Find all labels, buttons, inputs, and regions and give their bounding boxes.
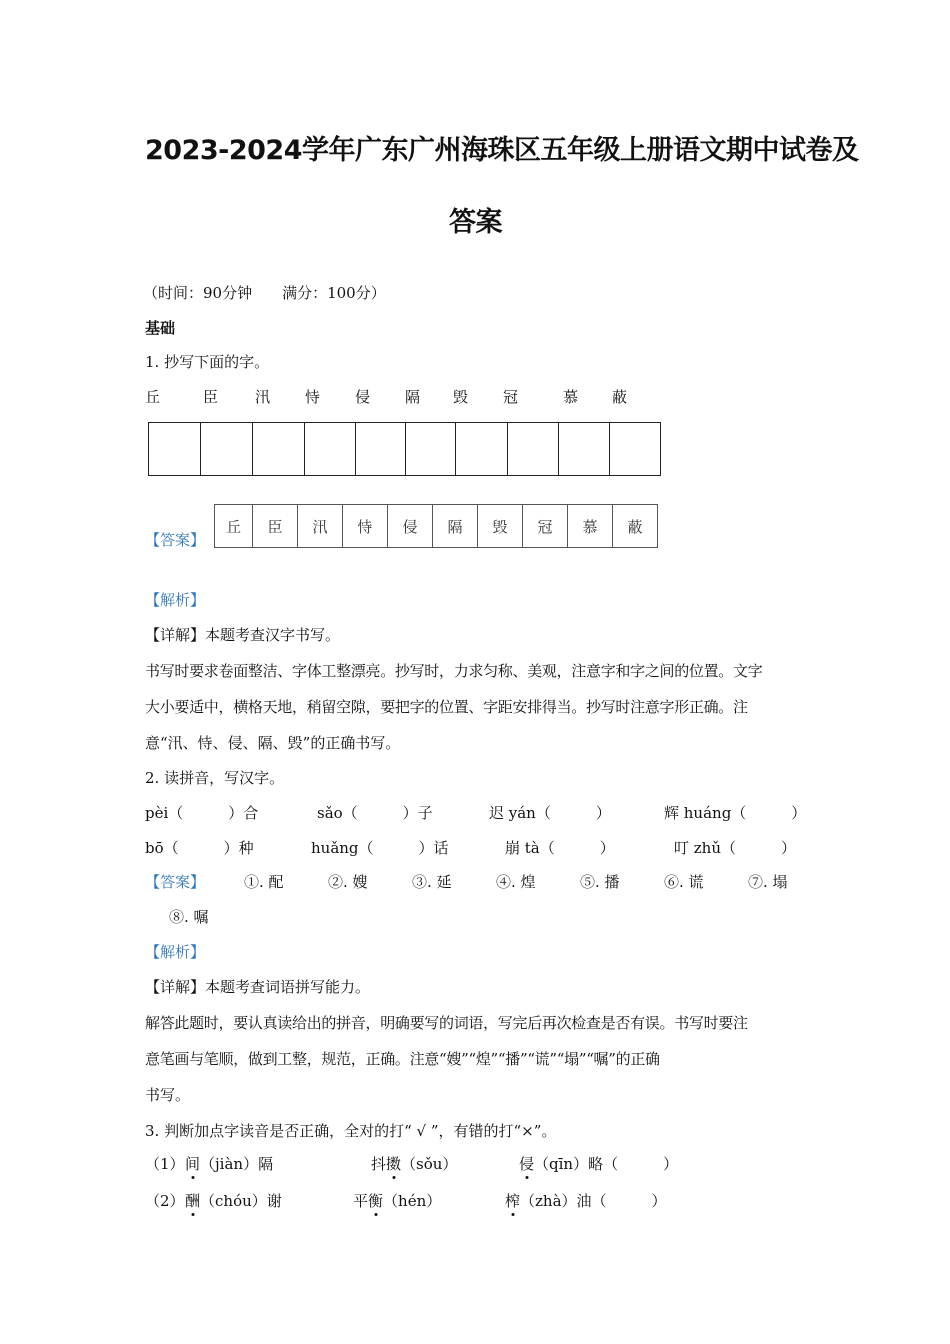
q3-item — [185, 1192, 282, 1210]
q3-prompt: 3. 判断加点字读音是否正确，全对的打“ √ ”，有错的打“×”。 — [145, 1122, 557, 1140]
q3-item-post: （jiàn）隔 — [200, 1155, 274, 1173]
q2-answer-item: ①. 配 — [244, 873, 284, 891]
q1-characters — [145, 388, 665, 408]
answer-cell: 冠 — [523, 505, 568, 547]
q3-row2-number: （2） — [145, 1192, 185, 1210]
q2-answer-item: ②. 嫂 — [328, 873, 368, 891]
q1-writing-grid — [148, 422, 661, 476]
q1-char: 慕 — [563, 388, 579, 406]
q1-analysis-label: 【解析】 — [145, 591, 206, 609]
q1-char: 冠 — [503, 388, 519, 406]
q1-prompt: 1. 抄写下面的字。 — [145, 353, 270, 371]
q2-explanation-line: 书写。 — [145, 1086, 191, 1104]
answer-cell: 汛 — [298, 505, 343, 547]
q3-item-post: （hén） — [383, 1192, 442, 1210]
q2-analysis-label: 【解析】 — [145, 943, 206, 961]
q2-pinyin-item: sǎo（ ）子 — [317, 804, 433, 822]
q2-explanation-line: 意笔画与笔顺，做到工整，规范，正确。注意“嫂”“煌”“播”“谎”“塌”“嘱”的正确 — [145, 1050, 660, 1068]
q2-answer-item: ⑤. 播 — [580, 873, 620, 891]
q1-char: 隔 — [405, 388, 421, 406]
q3-item — [519, 1155, 678, 1173]
q3-item — [505, 1192, 667, 1210]
q3-row1-number: （1） — [145, 1155, 185, 1173]
grid-cell[interactable] — [508, 423, 559, 475]
grid-cell[interactable] — [406, 423, 456, 475]
q2-answer-item: ⑦. 塌 — [748, 873, 788, 891]
q3-item-post: （chóu）谢 — [200, 1192, 282, 1210]
answer-cell: 毁 — [478, 505, 523, 547]
q3-dotted-char: 榨 — [505, 1192, 521, 1210]
grid-cell[interactable] — [456, 423, 508, 475]
q2-pinyin-item: 叮 zhǔ（ ） — [674, 839, 796, 857]
q2-answer-item: ④. 煌 — [496, 873, 536, 891]
q1-char: 汛 — [255, 388, 271, 406]
q3-item-post: （sǒu） — [401, 1155, 458, 1173]
grid-cell[interactable] — [305, 423, 356, 475]
q3-dotted-char: 衡 — [368, 1192, 384, 1210]
q2-answer-item: ③. 延 — [412, 873, 452, 891]
q2-pinyin-item: 迟 yán（ ） — [489, 804, 611, 822]
q1-char: 蔽 — [612, 388, 628, 406]
q2-detail: 【详解】本题考查词语拼写能力。 — [145, 978, 371, 996]
q2-prompt: 2. 读拼音，写汉字。 — [145, 769, 285, 787]
grid-cell[interactable] — [356, 423, 406, 475]
q2-pinyin-item: 崩 tà（ ） — [505, 839, 615, 857]
q3-dotted-char: 间 — [185, 1155, 201, 1173]
answer-cell: 臣 — [253, 505, 298, 547]
q2-explanation-line: 解答此题时，要认真读给出的拼音，明确要写的词语，写完后再次检查是否有误。书写时要注 — [145, 1014, 748, 1032]
q2-pinyin-item: bō（ ）种 — [145, 839, 254, 857]
q1-explanation-line: 意“汛、恃、侵、隔、毁”的正确书写。 — [145, 734, 401, 752]
q1-answer-label: 【答案】 — [145, 531, 206, 549]
q2-answer-item: ⑧. 嘱 — [169, 908, 209, 926]
answer-cell: 恃 — [343, 505, 388, 547]
q2-answer-item: ⑥. 谎 — [664, 873, 704, 891]
q3-dotted-char: 酬 — [185, 1192, 201, 1210]
q3-dotted-char: 侵 — [519, 1155, 535, 1173]
q1-char: 毁 — [453, 388, 469, 406]
q3-item — [371, 1155, 457, 1173]
q1-detail: 【详解】本题考查汉字书写。 — [145, 626, 341, 644]
grid-cell[interactable] — [610, 423, 660, 475]
q1-char: 臣 — [203, 388, 219, 406]
q2-pinyin-item: huǎng（ ）话 — [311, 839, 449, 857]
q1-explanation-line: 书写时要求卷面整洁、字体工整漂亮。抄写时，力求匀称、美观，注意字和字之间的位置。文字 — [145, 662, 763, 680]
q2-answer-label: 【答案】 — [145, 873, 206, 891]
answer-cell: 侵 — [388, 505, 433, 547]
grid-cell[interactable] — [149, 423, 201, 475]
exam-meta: （时间：90分钟 满分：100分） — [143, 284, 386, 302]
q3-item-pre: 平 — [353, 1192, 369, 1210]
q3-item-post: （qīn）略（ ） — [534, 1155, 679, 1173]
answer-cell: 蔽 — [627, 517, 643, 536]
document-title-line2: 答案 — [449, 207, 502, 238]
q2-pinyin-item: 辉 huáng（ ） — [664, 804, 807, 822]
answer-cell: 慕 — [568, 505, 613, 547]
q3-item-post: （zhà）油（ ） — [520, 1192, 667, 1210]
section-heading: 基础 — [145, 319, 176, 337]
answer-cell: 隔 — [433, 505, 478, 547]
q1-char: 恃 — [305, 388, 321, 406]
q3-dotted-char: 擞 — [386, 1155, 402, 1173]
q3-item-pre: 抖 — [371, 1155, 387, 1173]
document-title-line1: 2023-2024学年广东广州海珠区五年级上册语文期中试卷及 — [145, 135, 859, 166]
q1-char: 侵 — [355, 388, 371, 406]
q3-item — [185, 1155, 273, 1173]
answer-cell: 丘 — [215, 505, 253, 547]
grid-cell[interactable] — [559, 423, 610, 475]
q1-explanation-line: 大小要适中，横格天地，稍留空隙，要把字的位置、字距安排得当。抄写时注意字形正确。注 — [145, 698, 748, 716]
q2-pinyin-item: pèi（ ）合 — [145, 804, 259, 822]
q3-item — [353, 1192, 441, 1210]
q1-answer-grid — [214, 504, 658, 548]
grid-cell[interactable] — [201, 423, 253, 475]
q1-char: 丘 — [145, 388, 161, 406]
grid-cell[interactable] — [253, 423, 305, 475]
